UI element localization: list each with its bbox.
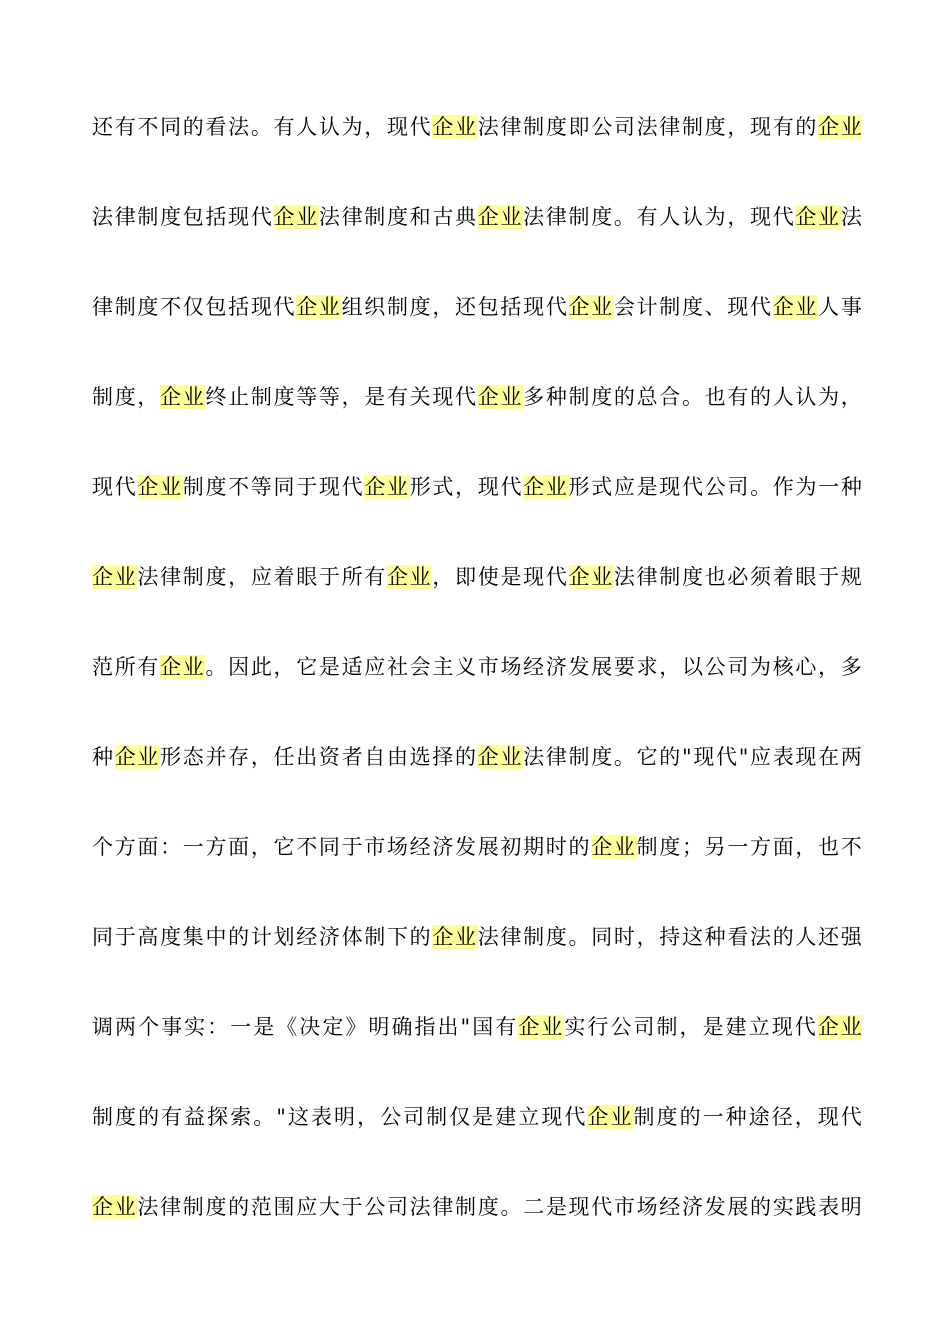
text-segment: 形式应是现代公司。作为一种 bbox=[568, 475, 863, 499]
text-segment: 实行公司制，是建立现代 bbox=[564, 1015, 818, 1039]
highlighted-term: 企业 bbox=[386, 565, 433, 589]
highlighted-term: 企业 bbox=[160, 655, 206, 679]
highlighted-term: 企业 bbox=[568, 295, 614, 319]
text-line bbox=[92, 740, 862, 830]
highlighted-term: 企业 bbox=[92, 1195, 138, 1219]
highlighted-term: 企业 bbox=[795, 205, 841, 229]
text-line bbox=[92, 920, 862, 1010]
text-segment: ，即使是现代 bbox=[432, 565, 569, 589]
text-segment: 法律制度也必须着眼于规 bbox=[613, 565, 863, 589]
highlighted-term: 企业 bbox=[114, 745, 161, 769]
text-line bbox=[92, 470, 862, 560]
text-segment: 还有不同的看法。有人认为，现代 bbox=[92, 115, 433, 139]
highlighted-term: 企业 bbox=[432, 925, 478, 949]
highlighted-term: 企业 bbox=[587, 1105, 634, 1129]
highlighted-term: 企业 bbox=[818, 115, 862, 139]
highlighted-term: 企业 bbox=[364, 475, 410, 499]
text-line bbox=[92, 290, 862, 380]
text-segment: 组织制度，还包括现代 bbox=[341, 295, 569, 319]
text-segment: 制度的一种途径，现代 bbox=[633, 1105, 863, 1129]
text-segment: 多种制度的总合。也有的人认为， bbox=[523, 385, 863, 409]
text-segment: 。因此，它是适应社会主义市场经济发展要求，以公司为核心，多 bbox=[205, 655, 862, 679]
text-segment: 会计制度、现代 bbox=[613, 295, 773, 319]
highlighted-term: 企业 bbox=[477, 745, 524, 769]
text-line bbox=[92, 650, 862, 740]
text-segment: 制度不等同于现代 bbox=[182, 475, 365, 499]
text-segment: 制度；另一方面，也不 bbox=[636, 835, 863, 859]
highlighted-term: 企业 bbox=[432, 115, 478, 139]
text-line bbox=[92, 1190, 862, 1280]
text-segment: 形态并存，任出资者自由选择的 bbox=[160, 745, 478, 769]
highlighted-term: 企业 bbox=[296, 295, 342, 319]
text-segment: 个方面：一方面，它不同于市场经济发展初期时的 bbox=[92, 835, 592, 859]
text-line bbox=[92, 560, 862, 650]
text-segment: 法律制度，应着眼于所有 bbox=[137, 565, 387, 589]
highlighted-term: 企业 bbox=[568, 565, 614, 589]
text-segment: 种 bbox=[92, 745, 115, 769]
text-segment: 法律制度的范围应大于公司法律制度。二是现代市场经济发展的实践表明 bbox=[137, 1195, 862, 1219]
text-segment: 终止制度等等，是有关现代 bbox=[205, 385, 478, 409]
highlighted-term: 企业 bbox=[591, 835, 637, 859]
text-segment: 法律制度即公司法律制度，现有的 bbox=[477, 115, 819, 139]
text-segment: 制度， bbox=[92, 385, 161, 409]
highlighted-term: 企业 bbox=[518, 1015, 565, 1039]
text-line bbox=[92, 110, 862, 200]
text-line bbox=[92, 1010, 862, 1100]
highlighted-term: 企业 bbox=[523, 475, 569, 499]
highlighted-term: 企业 bbox=[477, 205, 524, 229]
text-segment: 同于高度集中的计划经济体制下的 bbox=[92, 925, 433, 949]
text-line bbox=[92, 1100, 862, 1190]
highlighted-term: 企业 bbox=[160, 385, 206, 409]
highlighted-term: 企业 bbox=[137, 475, 183, 499]
highlighted-term: 企业 bbox=[92, 565, 138, 589]
highlighted-term: 企业 bbox=[817, 1015, 862, 1039]
paragraph-body bbox=[92, 110, 862, 1280]
text-segment: 法 bbox=[840, 205, 863, 229]
highlighted-term: 企业 bbox=[772, 295, 819, 319]
text-segment: 现代 bbox=[92, 475, 138, 499]
text-segment: 律制度不仅包括现代 bbox=[92, 295, 297, 319]
text-line bbox=[92, 200, 862, 290]
text-segment: 法律制度。同时，持这种看法的人还强 bbox=[477, 925, 862, 949]
highlighted-term: 企业 bbox=[477, 385, 524, 409]
text-segment: 法律制度。有人认为，现代 bbox=[523, 205, 796, 229]
text-segment: 法律制度。它的"现代"应表现在两 bbox=[523, 745, 862, 769]
text-segment: 法律制度包括现代 bbox=[92, 205, 274, 229]
text-segment: 调两个事实：一是《决定》明确指出"国有 bbox=[92, 1015, 519, 1039]
highlighted-term: 企业 bbox=[273, 205, 319, 229]
text-segment: 范所有 bbox=[92, 655, 161, 679]
text-segment: 制度的有益探索。"这表明，公司制仅是建立现代 bbox=[92, 1105, 588, 1129]
text-segment: 形式，现代 bbox=[409, 475, 524, 499]
text-segment: 法律制度和古典 bbox=[318, 205, 478, 229]
text-segment: 人事 bbox=[818, 295, 863, 319]
text-line bbox=[92, 380, 862, 470]
text-line bbox=[92, 830, 862, 920]
